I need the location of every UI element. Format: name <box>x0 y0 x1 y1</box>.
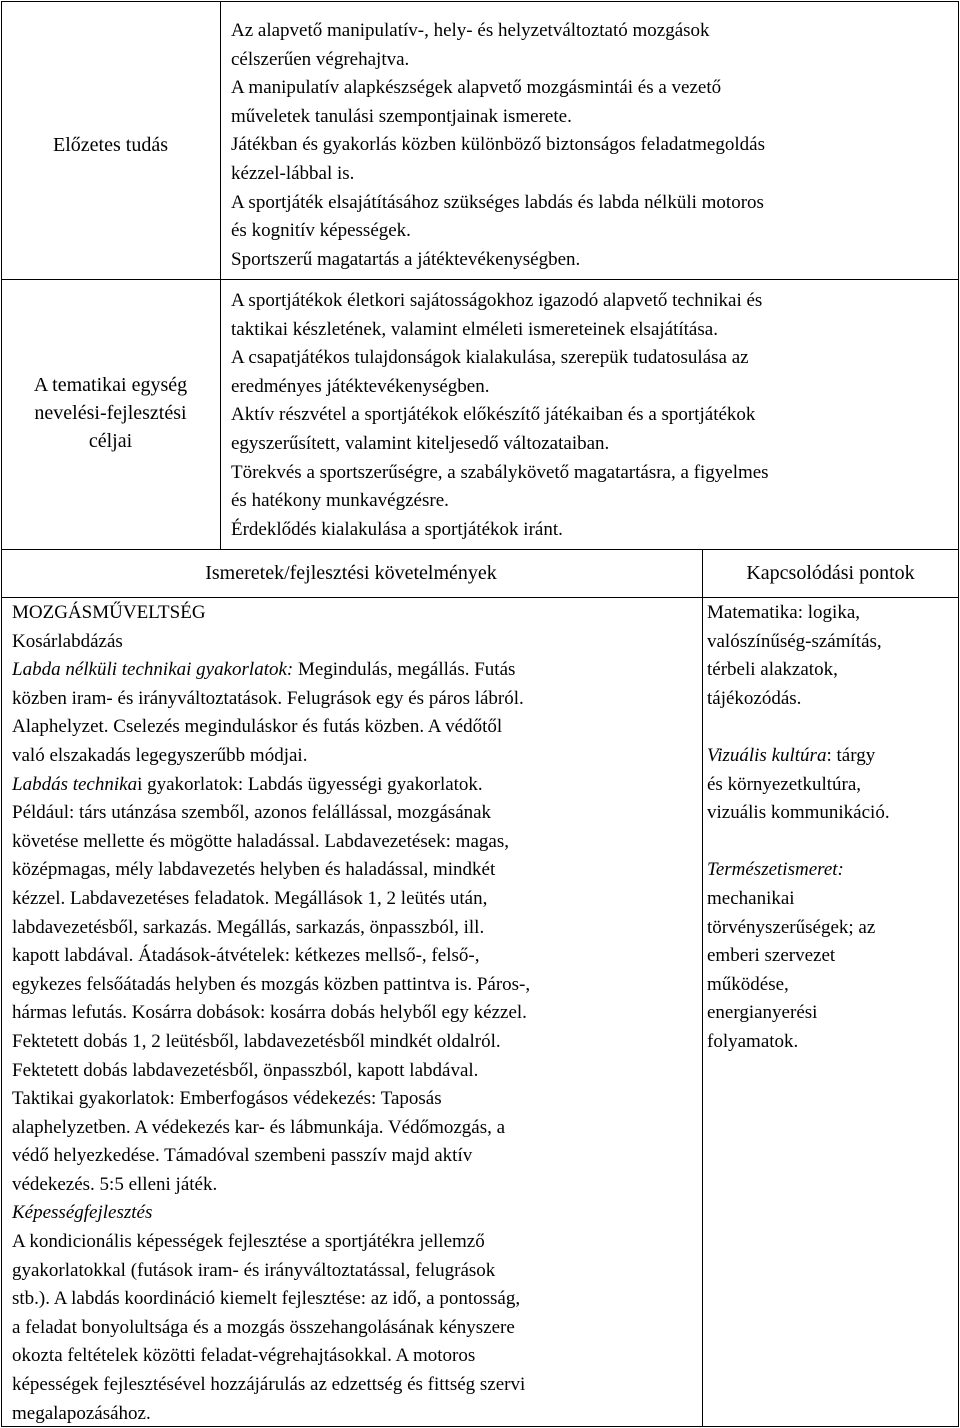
requirements-line <box>12 1142 702 1171</box>
connection-line <box>707 713 957 742</box>
requirements-line <box>12 828 702 857</box>
prior-knowledge-line: A sportjáték elsajátításához szükséges labdás és labda nélküli motoros <box>231 191 764 213</box>
requirements-line <box>12 628 702 657</box>
requirements-line <box>12 1057 702 1086</box>
line-text: közben iram- és irányváltoztatások. Felugrások egy és páros lábról. <box>12 687 524 709</box>
line-text: emberi szervezet <box>707 945 836 967</box>
italic-term: Természetismeret: <box>707 859 844 881</box>
line-text: energianyerési <box>707 1002 818 1024</box>
connection-line <box>707 771 957 800</box>
prior-knowledge-label: Előzetes tudás <box>53 134 168 156</box>
line-text: A kondicionális képességek fejlesztése a sportjátékra jellemző <box>12 1231 485 1253</box>
line-text: középmagas, mély labdavezetés helyben és haladással, mindkét <box>12 859 496 881</box>
connection-line <box>707 742 957 771</box>
goals-label-line: nevelési-fejlesztési <box>34 402 187 424</box>
line-text: és környezetkultúra, <box>707 773 862 795</box>
line-text: tájékozódás. <box>707 687 802 709</box>
line-text: vizuális kommunikáció. <box>707 802 890 824</box>
line-text: mechanikai <box>707 887 795 909</box>
row-divider-2 <box>1 549 959 550</box>
goals-label-line: A tematikai egység <box>33 374 188 396</box>
line-text: labdavezetésből, sarkazás. Megállás, sarkazás, önpasszból, ill. <box>12 916 485 938</box>
line-text: i gyakorlatok: Labdás ügyességi gyakorlatok. <box>137 773 483 795</box>
requirements-line <box>12 885 702 914</box>
line-text: egykezes felsőátadás helyben és mozgás közben pattintva is. Páros-, <box>12 973 531 995</box>
column-divider-right <box>702 549 703 1427</box>
requirements-line <box>12 999 702 1028</box>
italic-term: Vizuális kultúra <box>707 744 827 766</box>
line-text: Megindulás, megállás. Futás <box>293 659 516 681</box>
goals-line: Érdeklődés kialakulása a sportjátékok iránt. <box>231 518 563 540</box>
connection-line <box>707 628 957 657</box>
prior-knowledge-line: és kognitív képességek. <box>231 220 411 242</box>
prior-knowledge-line: Az alapvető manipulatív-, hely- és helyzetváltoztató mozgások <box>231 20 710 41</box>
requirements-line <box>12 1257 702 1286</box>
line-text: stb.). A labdás koordináció kiemelt fejlesztése: az idő, a pontosság, <box>12 1288 521 1310</box>
line-text: okozta feltételek közötti feladat-végrehajtásokkal. A motoros <box>12 1345 476 1367</box>
goals-line: egyszerűsített, valamint kiteljesedő változataiban. <box>231 432 610 454</box>
column-divider-left <box>220 1 221 549</box>
line-text: képességek fejlesztésével hozzájárulás az edzettség és fittség szervi <box>12 1374 526 1396</box>
requirements-line <box>12 1285 702 1314</box>
line-text: valószínűség-számítás, <box>707 630 882 652</box>
line-text: Kosárlabdázás <box>12 630 123 652</box>
requirements-line <box>12 1228 702 1257</box>
line-text: a feladat bonyolultsága és a mozgás összehangolásának kényszere <box>12 1316 515 1338</box>
italic-term: Labdás technika <box>12 773 138 795</box>
line-text: Fektetett dobás 1, 2 leütésből, labdavezetésből mindkét oldalról. <box>12 1030 501 1052</box>
prior-knowledge-line: A manipulatív alapkészségek alapvető mozgásmintái és a vezető <box>231 77 722 99</box>
connection-line <box>707 599 957 628</box>
goals-line: A sportjátékok életkori sajátosságokhoz igazodó alapvető technikai és <box>231 290 763 311</box>
line-text: Matematika: logika, <box>707 602 861 623</box>
line-text: kapott labdával. Átadások-átvételek: kétkezes mellső-, felső-, <box>12 945 480 967</box>
requirements-line <box>12 713 702 742</box>
requirements-line <box>12 685 702 714</box>
prior-knowledge-line: Sportszerű magatartás a játéktevékenységben. <box>231 248 581 270</box>
connection-line <box>707 914 957 943</box>
goals-text <box>231 287 953 544</box>
requirements-line <box>12 599 702 628</box>
row-divider-3 <box>1 597 959 598</box>
connection-line <box>707 1028 957 1057</box>
requirements-header: Ismeretek/fejlesztési követelmények <box>205 562 497 584</box>
prior-knowledge-line: Játékban és gyakorlás közben különböző biztonságos feladatmegoldás <box>231 134 765 156</box>
connection-line <box>707 828 957 857</box>
connection-line <box>707 685 957 714</box>
connection-line <box>707 971 957 1000</box>
connections-header: Kapcsolódási pontok <box>746 562 915 584</box>
goals-label-line: céljai <box>88 430 133 452</box>
line-text: Taktikai gyakorlatok: Emberfogásos védekezés: Taposás <box>12 1088 442 1110</box>
goals-line: és hatékony munkavégzésre. <box>231 490 449 512</box>
line-text: törvényszerűségek; az <box>707 916 876 938</box>
line-text: térbeli alakzatok, <box>707 659 838 681</box>
goals-line: Törekvés a sportszerűségre, a szabálykövető magatartásra, a figyelmes <box>231 461 769 483</box>
connection-line <box>707 656 957 685</box>
requirements-line <box>12 742 702 771</box>
goals-line: eredményes játéktevékenységben. <box>231 375 490 397</box>
line-text: kézzel. Labdavezetéses feladatok. Megállások 1, 2 leütés után, <box>12 887 488 909</box>
italic-term: Képességfejlesztés <box>12 1202 153 1224</box>
prior-knowledge-line: műveletek tanulási szempontjainak ismerete. <box>231 105 572 127</box>
requirements-line <box>12 799 702 828</box>
requirements-line <box>12 1028 702 1057</box>
requirements-line <box>12 1314 702 1343</box>
line-text: folyamatok. <box>707 1030 799 1052</box>
line-text: védekezés. 5:5 elleni játék. <box>12 1173 218 1195</box>
prior-knowledge-text <box>231 17 953 274</box>
line-text: alaphelyzetben. A védekezés kar- és lábmunkája. Védőmozgás, a <box>12 1116 506 1138</box>
prior-knowledge-line: célszerűen végrehajtva. <box>231 48 410 70</box>
requirements-line <box>12 1400 702 1428</box>
line-text: Fektetett dobás labdavezetésből, önpasszból, kapott labdával. <box>12 1059 479 1081</box>
line-text: való elszakadás legegyszerűbb módjai. <box>12 744 308 766</box>
line-text: Például: társ utánzása szemből, azonos felállással, mozgásának <box>12 802 492 824</box>
requirements-line <box>12 1085 702 1114</box>
goals-line: taktikai készletének, valamint elméleti ismereteinek elsajátítása. <box>231 318 718 340</box>
line-text: gyakorlatokkal (futások iram- és irányváltoztatással, felugrások <box>12 1259 496 1281</box>
requirements-line <box>12 771 702 800</box>
line-text: Alaphelyzet. Cselezés meginduláskor és futás közben. A védőtől <box>12 716 503 738</box>
connection-line <box>707 942 957 971</box>
requirements-line <box>12 656 702 685</box>
goals-label <box>2 371 219 455</box>
requirements-line <box>12 942 702 971</box>
connection-line <box>707 856 957 885</box>
requirements-line <box>12 1114 702 1143</box>
requirements-line <box>12 914 702 943</box>
line-text: védő helyezkedése. Támadóval szembeni passzív majd aktív <box>12 1145 473 1167</box>
requirements-line <box>12 856 702 885</box>
line-text: MOZGÁSMŰVELTSÉG <box>12 602 206 623</box>
connection-line <box>707 799 957 828</box>
prior-knowledge-line: kézzel-lábbal is. <box>231 162 355 184</box>
row-divider-1 <box>1 279 959 280</box>
connection-line <box>707 885 957 914</box>
connection-line <box>707 999 957 1028</box>
requirements-line <box>12 1371 702 1400</box>
line-text: megalapozásához. <box>12 1402 151 1424</box>
requirements-content <box>12 599 702 1428</box>
line-text: követése mellette és mögötte haladással. Labdavezetések: magas, <box>12 830 509 852</box>
italic-term: Labda nélküli technikai gyakorlatok: <box>12 659 294 681</box>
goals-line: A csapatjátékos tulajdonságok kialakulása, szerepük tudatosulása az <box>231 347 749 369</box>
requirements-line <box>12 971 702 1000</box>
line-text: : tárgy <box>826 744 876 766</box>
requirements-line <box>12 1342 702 1371</box>
goals-line: Aktív részvétel a sportjátékok előkészítő játékaiban és a sportjátékok <box>231 404 756 426</box>
line-text: működése, <box>707 973 789 995</box>
connections-content <box>707 599 957 1057</box>
line-text: hármas lefutás. Kosárra dobások: kosárra dobás helyből egy kézzel. <box>12 1002 527 1024</box>
requirements-line <box>12 1199 702 1228</box>
requirements-line <box>12 1171 702 1200</box>
